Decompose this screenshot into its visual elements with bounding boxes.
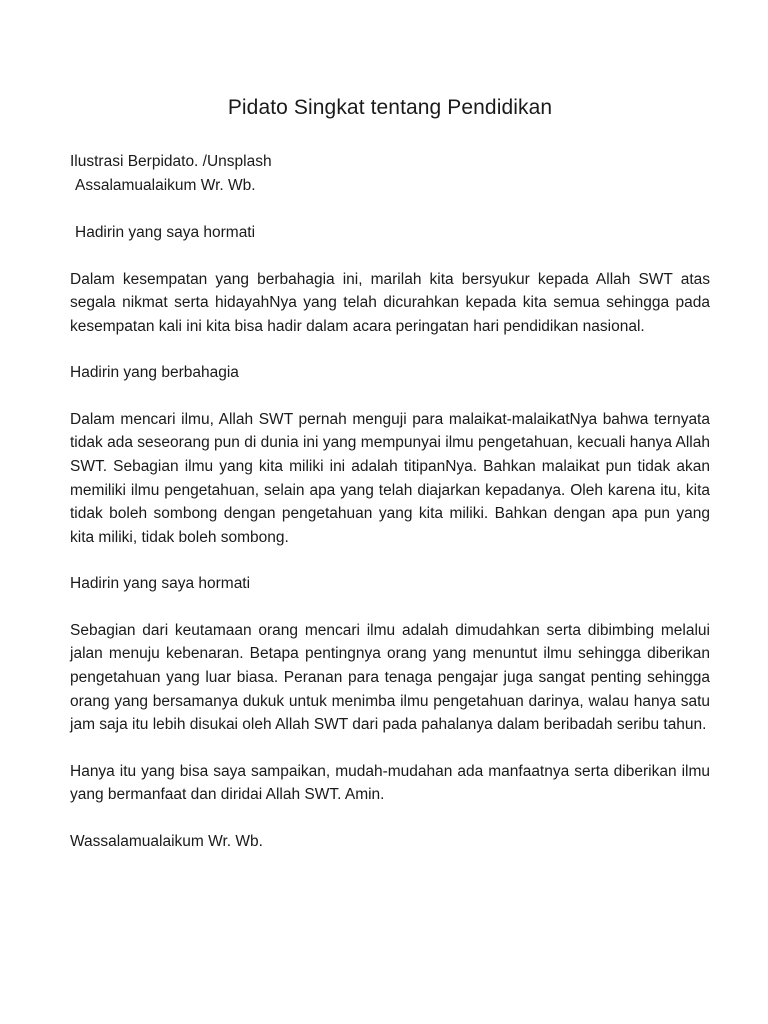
closing-greeting: Wassalamualaikum Wr. Wb. xyxy=(70,833,263,850)
paragraph-4: Hanya itu yang bisa saya sampaikan, mudah-mudahan ada manfaatnya serta diberikan ilmu yang bermanfaat dan diridai Allah SWT. Amin. xyxy=(70,762,710,804)
paragraph-3: Sebagian dari keutamaan orang mencari ilmu adalah dimudahkan serta dibimbing melalui jalan menuju kebenaran. Betapa pentingnya orang yang menuntut ilmu sehingga diberikan pengetahuan yang luar biasa. Peranan para tenaga pengajar juga sangat penting sehingga orang yang bersamanya dukuk untuk menimba ilmu pengetahuan darinya, walau hanya satu jam saja itu lebih disukai oleh Allah SWT dari pada pahalanya dalam beribadah seribu tahun. xyxy=(70,621,710,734)
salutation-2: Hadirin yang berbahagia xyxy=(70,364,239,382)
paragraph-1: Dalam kesempatan yang berbahagia ini, marilah kita bersyukur kepada Allah SWT atas segala nikmat serta hidayahNya yang telah dicurahkan kepada kita semua sehingga pada kesempatan kali ini kita bisa hadir dalam acara peringatan hari pendidikan nasional. xyxy=(70,270,710,335)
salutation-3: Hadirin yang saya hormati xyxy=(70,575,251,593)
salutation-1: Hadirin yang saya hormati xyxy=(75,224,256,241)
opening-greeting: Assalamualaikum Wr. Wb. xyxy=(75,176,256,194)
spacer xyxy=(70,197,710,221)
image-caption: Ilustrasi Berpidato. /Unsplash xyxy=(70,153,272,170)
paragraph-2: Dalam mencari ilmu, Allah SWT pernah menguji para malaikat-malaikatNya bahwa ternyata tidak ada seseorang pun di dunia ini yang mempunyai ilmu pengetahuan, kecuali hanya Allah SWT. Sebagian ilmu yang kita miliki ini adalah titipanNya. Bahkan malaikat pun tidak akan memiliki ilmu pengetahuan, selain apa yang telah diajarkan kepadanya. Oleh karena itu, kita tidak boleh sombong dengan pengetahuan yang kita miliki. Bahkan dengan apa pun yang kita miliki, tidak boleh sombong. xyxy=(70,410,710,546)
document-title: Pidato Singkat tentang Pendidikan xyxy=(227,96,553,119)
